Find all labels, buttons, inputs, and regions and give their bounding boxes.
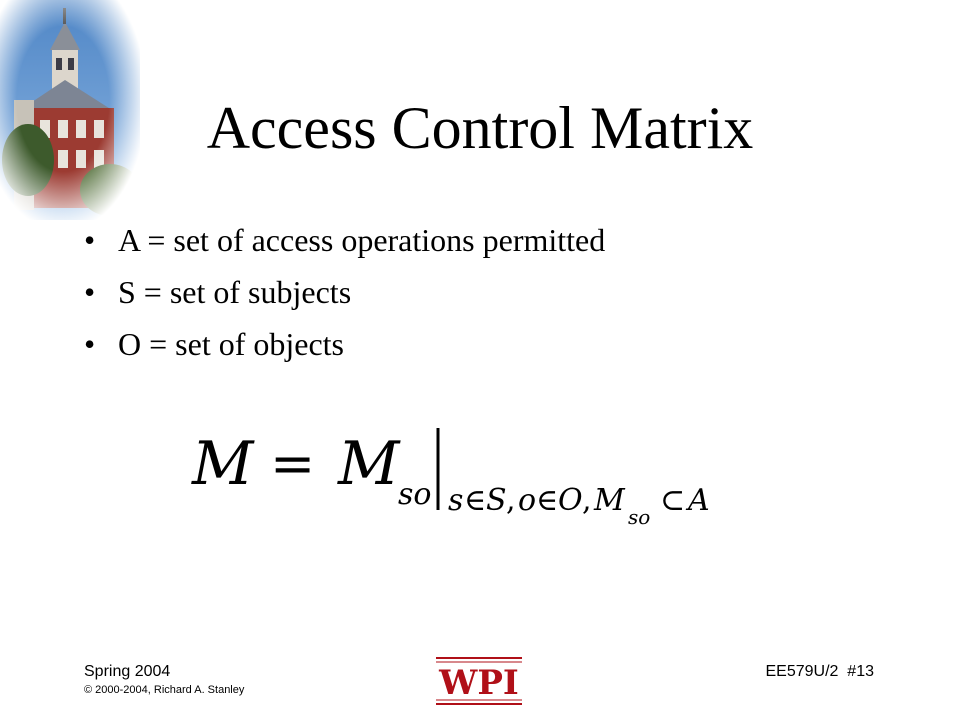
bullet-item — [84, 318, 605, 370]
cond-A: A — [688, 483, 710, 518]
cond-S: S — [486, 483, 507, 518]
wpi-logo-text: WPI — [439, 663, 519, 703]
bullet-item — [84, 266, 605, 318]
cond-s: s — [448, 483, 464, 518]
cond-in-2: ∈ — [536, 483, 559, 518]
bullet-dot: • — [84, 222, 96, 258]
bullet-text: A = set of access operations permitted — [118, 222, 606, 258]
wpi-logo — [434, 654, 524, 706]
bullet-dot: • — [84, 274, 96, 310]
footer-left — [84, 662, 244, 698]
access-matrix-formula — [188, 418, 768, 528]
bullet-item — [84, 214, 605, 266]
footer-copyright: © 2000-2004, Richard A. Stanley — [84, 684, 245, 696]
bullet-text: O = set of objects — [118, 326, 344, 362]
slide-title: Access Control Matrix — [206, 95, 754, 161]
footer-term: Spring 2004 — [84, 663, 171, 680]
bullet-dot: • — [84, 326, 96, 362]
cond-subset: ⊂ — [660, 483, 686, 518]
footer-slide-number: EE579U/2 #13 — [765, 663, 874, 680]
formula-equals: = — [270, 432, 316, 495]
cond-comma-2: , — [582, 483, 592, 518]
formula-rhs: M — [338, 429, 400, 499]
formula-lhs: M — [192, 429, 254, 499]
cond-o: o — [518, 483, 537, 518]
cond-M: M — [594, 483, 625, 518]
bullet-list — [84, 214, 605, 370]
formula-rhs-subscript: so — [398, 477, 432, 512]
cond-O: O — [558, 483, 583, 518]
cond-comma-1: , — [506, 483, 516, 518]
cond-M-subscript: so — [628, 505, 651, 528]
cond-in-1: ∈ — [464, 483, 487, 518]
bullet-text: S = set of subjects — [118, 274, 352, 310]
formula-condition — [448, 483, 710, 528]
